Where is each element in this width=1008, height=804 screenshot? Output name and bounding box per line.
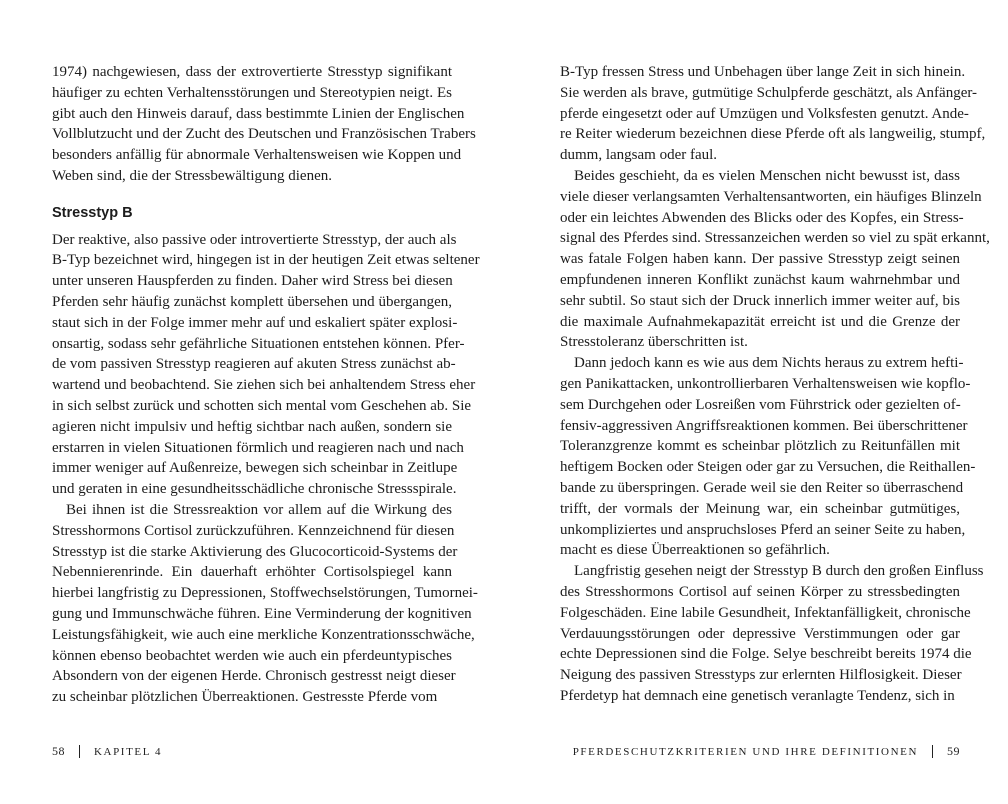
left-page-footer — [52, 744, 162, 759]
text-line: staut sich in der Folge immer mehr auf und eskaliert später explosi- — [52, 314, 458, 331]
section-heading: Stresstyp B — [52, 204, 133, 221]
text-line: echte Depressionen sind die Folge. Selye beschreibt bereits 1974 die — [560, 646, 972, 663]
text-line: Sie werden als brave, gutmütige Schulpferde geschätzt, als Anfänger- — [560, 84, 978, 101]
text-line: sem Durchgehen oder Losreißen vom Führstrick oder gezielten of- — [560, 396, 961, 413]
text-line: gibt auch den Hinweis darauf, dass bestimmte Linien der Englischen — [52, 105, 465, 122]
text-line: Dann jedoch kann es wie aus dem Nichts heraus zu extrem hefti- — [574, 355, 964, 372]
right-page-footer — [573, 744, 960, 759]
text-line: Beides geschieht, da es vielen Menschen nicht bewusst ist, dass — [574, 167, 960, 184]
text-line: in sich selbst zurück und schotten sich mental vom Geschehen ab. Sie — [52, 397, 472, 414]
text-line: Der reaktive, also passive oder introvertierte Stresstyp, der auch als — [52, 231, 457, 248]
text-line: bande zu überspringen. Gerade weil sie den Reiter so überraschend — [560, 479, 964, 496]
text-line: gung und Immunschwäche führen. Eine Verminderung der kognitiven — [52, 605, 472, 622]
text-line: Verdauungsstörungen oder depressive Verstimmungen oder gar — [560, 625, 960, 642]
paragraph — [560, 166, 990, 353]
text-line: oder ein leichtes Abwenden des Blicks oder des Kopfes, ein Stress- — [560, 209, 964, 226]
page-number: 59 — [947, 744, 960, 758]
text-line: agieren nicht impulsiv und heftig sichtbar nach außen, sondern sie — [52, 418, 452, 435]
text-line: gen Panikattacken, unkontrollierbaren Verhaltensweisen wie kopflo- — [560, 375, 971, 392]
text-line: pferde eingesetzt oder auf Umzügen und Volksfesten genutzt. Ande- — [560, 105, 969, 122]
right-page — [560, 62, 990, 722]
text-line: viele dieser verlangsamten Verhaltensantworten, ein häufiges Blinzeln — [560, 188, 982, 205]
text-line: Vollblutzucht und der Zucht des Deutschen und Französischen Trabers — [52, 126, 476, 143]
footer-separator — [79, 745, 80, 758]
text-line: B-Typ fressen Stress und Unbehagen über lange Zeit in sich hinein. — [560, 64, 966, 80]
text-line: Nebennierenrinde. Ein dauerhaft erhöhter Cortisolspiegel kann — [52, 564, 452, 581]
text-line: Stresstyp ist die starke Aktivierung des Glucocorticoid-Systems der — [52, 543, 458, 560]
text-line: sehr subtil. So staut sich der Druck innerlich immer weiter auf, bis — [560, 292, 960, 309]
text-line: de vom passiven Stresstyp reagieren auf akuten Stress zunächst ab- — [52, 356, 456, 373]
text-line: signal des Pferdes sind. Stressanzeichen werden so viel zu spät erkannt, — [560, 230, 990, 247]
running-head-label: PFERDESCHUTZKRITERIEN UND IHRE DEFINITIONEN — [572, 745, 918, 758]
text-line: immer weniger auf Außenreize, bewegen sich scheinbar in Zeitlupe — [52, 460, 458, 477]
text-line: Bei ihnen ist die Stressreaktion vor allem auf die Wirkung des — [66, 501, 452, 518]
text-line: Absondern von der eigenen Herde. Chronisch gestresst neigt dieser — [52, 668, 456, 685]
text-line: Weben sind, die der Stressbewältigung dienen. — [52, 167, 332, 184]
text-line: häufiger zu echten Verhaltensstörungen und Stereotypien neigt. Es — [52, 84, 452, 101]
text-line: Stresshormons Cortisol zurückzuführen. Kennzeichnend für diesen — [52, 522, 455, 539]
paragraph — [560, 62, 986, 166]
text-line: besonders anfällig für abnormale Verhaltensweisen wie Koppen und — [52, 147, 462, 164]
paragraph — [560, 561, 984, 707]
text-line: re Reiter wiederum bezeichnen diese Pferde oft als langweilig, stumpf, — [560, 126, 986, 143]
text-line: Langfristig gesehen neigt der Stresstyp B durch den großen Einfluss — [574, 563, 984, 580]
text-line: B-Typ bezeichnet wird, hingegen ist in der heutigen Zeit etwas seltener — [52, 252, 480, 269]
left-page — [52, 62, 480, 722]
text-line: trifft, der vormals der Meinung war, ein scheinbar gutmütiges, — [560, 500, 960, 517]
text-line: Neigung des passiven Stresstyps zur erlernten Hilflosigkeit. Dieser — [560, 667, 962, 684]
text-line: was fatale Folgen haben kann. Der passive Stresstyp zeigt seinen — [560, 251, 960, 268]
text-line: Leistungsfähigkeit, wie auch eine merkliche Konzentrationsschwäche, — [52, 626, 475, 643]
text-line: empfundenen inneren Konflikt zunächst kaum wahrnehmbar und — [560, 271, 960, 288]
text-line: Folgeschäden. Eine labile Gesundheit, Infektanfälligkeit, chronische — [560, 604, 971, 621]
text-line: heftigem Bocken oder Steigen oder gar zu Versuchen, die Reithallen- — [560, 459, 976, 476]
text-line: Pferdetyp hat demnach eine genetisch veranlagte Tendenz, sich in — [560, 687, 955, 704]
text-line: hierbei langfristig zu Depressionen, Stoffwechselstörungen, Tumornei- — [52, 585, 478, 602]
text-line: die maximale Aufnahmekapazität erreicht ist und die Grenze der — [560, 313, 960, 330]
footer-separator — [932, 745, 933, 758]
paragraph — [52, 230, 480, 500]
text-line: Pferden sehr häufig zunächst komplett übersehen und übergangen, — [52, 293, 452, 310]
text-line: Stresstoleranz überschritten ist. — [560, 334, 748, 351]
text-line: dumm, langsam oder faul. — [560, 147, 718, 164]
text-line: Toleranzgrenze kommt es scheinbar plötzlich zu Reitunfällen mit — [560, 438, 960, 455]
text-line: können ebenso beobachtet werden wie auch ein pferdeuntypisches — [52, 647, 452, 664]
text-line: onsartig, sodass sehr gefährliche Situationen entstehen können. Pfer- — [52, 335, 465, 352]
page-number: 58 — [52, 744, 65, 758]
text-line: wartend und beobachtend. Sie ziehen sich bei anhaltendem Stress eher — [52, 377, 476, 394]
text-line: unter unseren Hauspferden zu finden. Daher wird Stress bei diesen — [52, 273, 453, 290]
text-line: 1974) nachgewiesen, dass der extrovertierte Stresstyp signifikant — [52, 64, 452, 80]
paragraph — [52, 62, 476, 187]
text-line: unkompliziertes und anspruchsloses Pferd an seiner Seite zu haben, — [560, 521, 966, 538]
paragraph — [52, 500, 478, 708]
paragraph — [560, 353, 976, 561]
text-line: erstarren in vielen Situationen förmlich und reagieren nach und nach — [52, 439, 464, 456]
text-line: und geraten in eine gesundheitsschädliche chronische Stressspirale. — [52, 481, 457, 498]
text-line: macht es diese Überreaktionen so gefährlich. — [560, 542, 830, 559]
text-line: fensiv-aggressiven Angriffsreaktionen kommen. Bei überschrittener — [560, 417, 968, 434]
text-line: zu scheinbar plötzlichen Überreaktionen. Gestresste Pferde vom — [52, 689, 438, 706]
text-line: des Stresshormons Cortisol auf seinen Körper zu stressbedingten — [560, 583, 960, 600]
chapter-label: KAPITEL 4 — [94, 745, 163, 758]
